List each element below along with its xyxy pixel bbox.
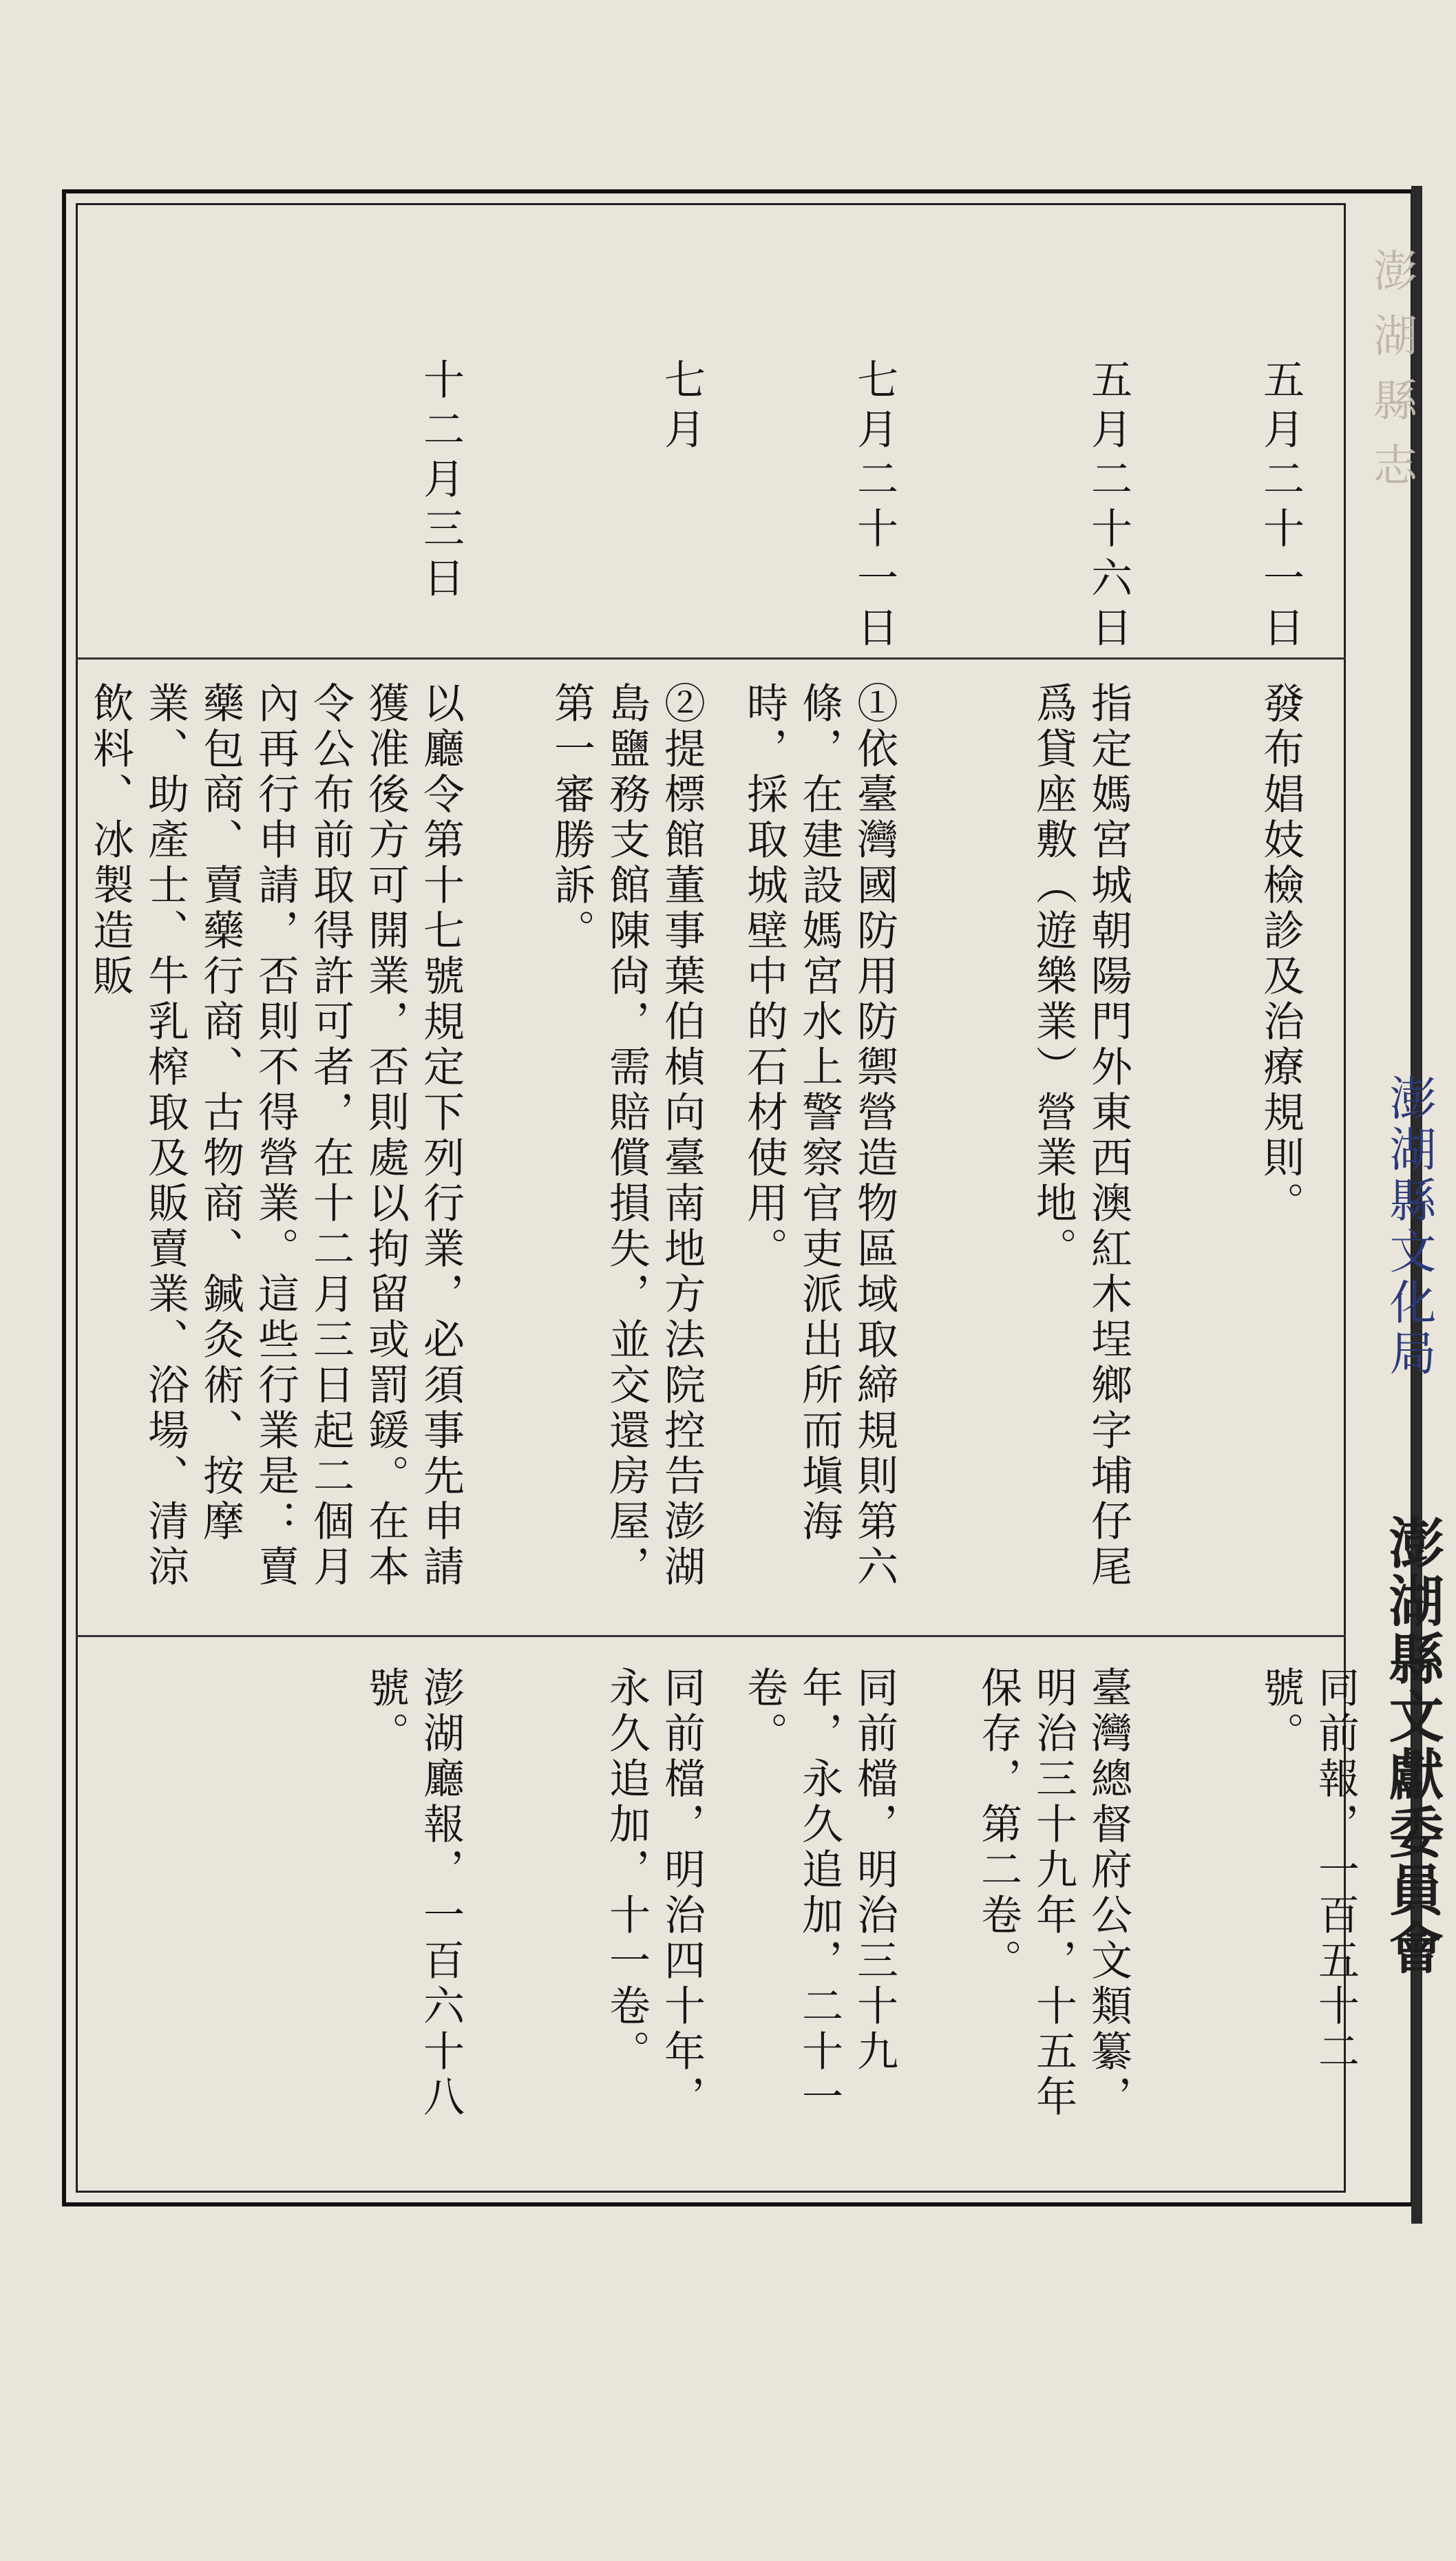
entry-source: 同前報，一百五十二號。 <box>1256 1666 1360 2075</box>
entry-date: 十二月三日 <box>416 358 465 606</box>
entry-date: 五月二十一日 <box>1256 358 1305 655</box>
library-stamp: 澎湖縣文化局 <box>1382 1074 1436 1380</box>
entry-event: 發布娼妓檢診及治療規則。 <box>1256 682 1305 1227</box>
entry-date: 七月 <box>657 358 706 457</box>
running-header: 澎湖縣志 <box>1366 248 1417 507</box>
entry-event: ②提標館董事葉伯楨向臺南地方法院控告澎湖島鹽務支館陳尙，需賠償損失，並交還房屋，第一審勝訴。 <box>547 682 706 1590</box>
entry-source: 同前檔，明治三十九年，永久追加，二十一卷。 <box>740 1666 898 2120</box>
entry-event: 指定媽宮城朝陽門外東西澳紅木埕鄉字埔仔尾爲貸座敷（遊樂業）營業地。 <box>1029 682 1132 1590</box>
edge-label: 澎湖縣文獻委員會 <box>1380 1515 1444 1977</box>
entry-date: 五月二十六日 <box>1084 358 1132 655</box>
entry-event: ①依臺灣國防用防禦營造物區域取締規則第六條，在建設媽宮水上警察官吏派出所而塡海時，採取城壁中的石材使用。 <box>740 682 898 1590</box>
entry-source: 臺灣總督府公文類纂，明治三十九年，十五年保存，第二卷。 <box>974 1666 1132 2120</box>
divider-event-source <box>76 1635 1346 1637</box>
divider-date-event <box>76 657 1346 660</box>
entry-source: 澎湖廳報，一百六十八號。 <box>361 1666 465 2120</box>
entry-date: 七月二十一日 <box>850 358 898 655</box>
entry-event: 以廳令第十七號規定下列行業，必須事先申請獲准後方可開業，否則處以拘留或罰鍰。在本令公布前取得許可者，在十二月三日起二個月內再行申請，否則不得營業。這些行業是：賣藥包商、賣藥行商、古物商、鍼灸術、按摩業、助產士、牛乳榨取及販賣業、浴場、清涼飲料、冰製造販 <box>86 682 465 1590</box>
entry-source: 同前檔，明治四十年，永久追加，十一卷。 <box>602 1666 706 2120</box>
